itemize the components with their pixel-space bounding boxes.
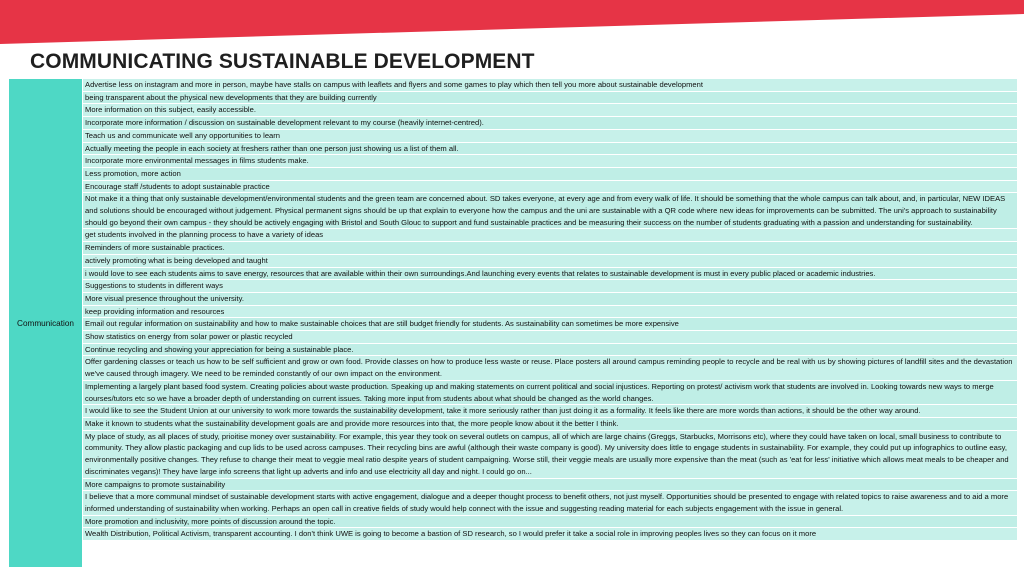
category-cell: Communication — [9, 79, 83, 567]
table-row: Suggestions to students in different ways — [83, 280, 1017, 293]
responses-list — [83, 79, 1017, 567]
table-row: Implementing a largely plant based food system. Creating policies about waste production. Speaking up and making statements on current political and social injustices. Reporting on protest/ activism work that students are involved in. Looking towards new ways to merge courses/tutors etc so we have a broader depth of understanding on current issues. Taking more input from students about what should be changed as the world changes. — [83, 381, 1017, 405]
responses-table — [8, 78, 1018, 568]
table-row: Reminders of more sustainable practices. — [83, 242, 1017, 255]
table-row: actively promoting what is being developed and taught — [83, 255, 1017, 268]
table-row: Offer gardening classes or teach us how to be self sufficient and grow or own food. Provide classes on how to produce less waste or reuse. Place posters all around campus reminding people to recycle and be real with us by showing pictures of landfill sites and the devastation we've caused through imagery. We need to be reminded constantly of our own impact on the environment. — [83, 356, 1017, 380]
table-row: keep providing information and resources — [83, 306, 1017, 319]
table-row: being transparent about the physical new developments that they are building currently — [83, 92, 1017, 105]
table-row: I believe that a more communal mindset of sustainable development starts with active engagement, dialogue and a deeper thought process to benefit others, not just myself. Opportunities should be presented to engage with related topics to raise awareness and to aid a more informed understanding of sustainability when working. Perhaps an open call in creative fields of study would help connect with the issue and suggesting reading material for each subjects engagement with the issue in general. — [83, 491, 1017, 515]
table-row: Make it known to students what the sustainability development goals are and provide more resources into that, the more people know about it the better I think. — [83, 418, 1017, 431]
table-row: Actually meeting the people in each society at freshers rather than one person just showing us a list of them all. — [83, 143, 1017, 156]
decorative-banner — [0, 0, 1024, 48]
table-row: More promotion and inclusivity, more points of discussion around the topic. — [83, 516, 1017, 529]
table-row: Incorporate more environmental messages in films students make. — [83, 155, 1017, 168]
table-row: Less promotion, more action — [83, 168, 1017, 181]
table-row: I would like to see the Student Union at our university to work more towards the sustainability development, take it more seriously rather than just doing it as a formality. It feels like there are more words than actions, it should be the other way around. — [83, 405, 1017, 418]
table-row: i would love to see each students aims to save energy, resources that are available within their own surroundings.And launching every events that relates to sustainable development is must in every public placed or academic industries. — [83, 268, 1017, 281]
table-row: Continue recycling and showing your appreciation for being a sustainable place. — [83, 344, 1017, 357]
table-row: Encourage staff /students to adopt sustainable practice — [83, 181, 1017, 194]
table-row: More information on this subject, easily accessible. — [83, 104, 1017, 117]
page-title: COMMUNICATING SUSTAINABLE DEVELOPMENT — [30, 50, 535, 73]
table-row: Not make it a thing that only sustainable development/environmental students and the green team are concerned about. SD takes everyone, at every age and from every walk of life. It should be something that the whole campus can talk about, and, in particular, NEW IDEAS and solutions should be encouraged without judgement. Physical permanent signs should be up that explain to everyone how the campus and the uni are sustainable with a QR code where new ideas for improvements can be submitted. The uni's approach to sustainability should go beyond their own campus - they should be actively engaging with Bristol and South Glouc to support and fund sustainable practices and be measuring their success on the number of students graduating with a passion and understanding for sustainability. — [83, 193, 1017, 229]
banner-shape — [0, 0, 1024, 44]
table-row: Advertise less on instagram and more in person, maybe have stalls on campus with leaflets and flyers and some games to play which then tell you more about sustainable development — [83, 79, 1017, 92]
table-row: Incorporate more information / discussion on sustainable development relevant to my course (heavily internet-centred). — [83, 117, 1017, 130]
table-row: Wealth Distribution, Political Activism, transparent accounting. I don't think UWE is going to become a bastion of SD research, so I would prefer it take a social role in improving peoples lives so they can focus on it more — [83, 528, 1017, 541]
table-row: get students involved in the planning process to have a variety of ideas — [83, 229, 1017, 242]
table-row: More visual presence throughout the university. — [83, 293, 1017, 306]
table-row: My place of study, as all places of study, prioitise money over sustainability. For example, this year they took on several outlets on campus, all of which are large chains (Greggs, Starbucks, Morrisons etc), where they could have taken on local, small business to contribute to community. They allow plastic packaging and cup lids to be used across campuses. Their recycling bins are awful (although their waste company is good). My university does little to engage students in sustainability. For example, they could put up infographics to outline easy, environmentally positive changes. They refuse to change their meat to veggie meal ratio despite years of student campaigning. Worse still, their veggie meals are usually more expensive than the meat (such as 'eat for less' initiative which allows meat meals to be cheaper and discriminates vegans)! They have large info screens that light up adverts and info and use electricity all day and night. I could go on... — [83, 431, 1017, 479]
table-row: Teach us and communicate well any opportunities to learn — [83, 130, 1017, 143]
table-row: Show statistics on energy from solar power or plastic recycled — [83, 331, 1017, 344]
table-row: Email out regular information on sustainability and how to make sustainable choices that are still budget friendly for students. As sustainability can sometimes be more expensive — [83, 318, 1017, 331]
table-row: More campaigns to promote sustainability — [83, 479, 1017, 492]
